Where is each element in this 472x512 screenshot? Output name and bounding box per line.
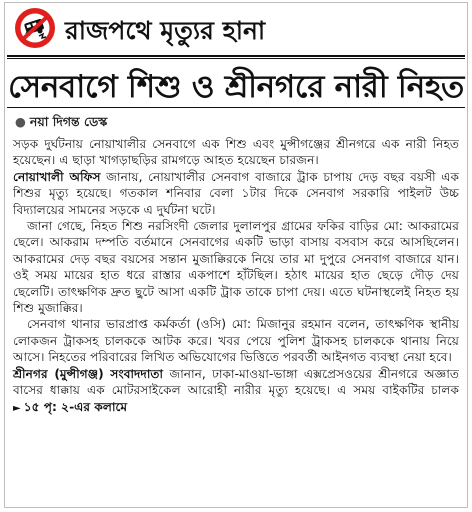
news-clipping: [4, 2, 468, 508]
continuation-text: ১৫ পৃ: ২-এর কলামে: [23, 399, 128, 414]
dateline: শ্রীনগর (মুন্সীগঞ্জ) সংবাদদাতা: [13, 366, 164, 381]
paragraph-text: জানায়, নোয়াখালীর সেনবাগ বাজারে ট্রাক চাপায় দেড় বছর বয়সী এক শিশুর মৃত্যু হয়েছে। গতকাল শনিবার বেলা ১টার দিকে সেনবাগ সরকারি পাইলট উচ্চ বিদ্যালয়ের সামনের সড়কে এ দুর্ঘটনা ঘটে।: [13, 169, 459, 217]
section-header: [5, 3, 467, 53]
bullet-icon: ●: [15, 114, 26, 129]
article-body: [13, 136, 459, 417]
byline: [15, 114, 107, 134]
byline-text: নয়া দিগন্ত ডেস্ক: [29, 114, 108, 129]
header-rule-thin: [7, 58, 465, 59]
headline-rule: [7, 107, 465, 108]
paragraph-text: সড়ক দুর্ঘটনায় নোয়াখালীর সেনবাগে এক শিশু এবং মুন্সীগঞ্জের শ্রীনগরে এক নারী নিহত হয়েছেন। এ ছাড়া খাগড়াছড়ির রামগড়ে আহত হয়েছেন চারজন।: [13, 137, 459, 168]
headline: সেনবাগে শিশু ও শ্রীনগরে নারী নিহত: [8, 69, 464, 105]
paragraph-text: সেনবাগ থানার ভারপ্রাপ্ত কর্মকর্তা (ওসি) মো: মিজানুর রহমান বলেন, তাৎক্ষণিক স্থানীয় লোকজন ট্রাকসহ চালককে আটক করে। খবর পেয়ে পুলিশ ট্রাকসহ চালককে থানায় নিয়ে আসে। নিহতের পরিবারের লিখিত অভিযোগের ভিত্তিতে পরবর্তী আইনগত ব্যবস্থা নেয়া হবে।: [13, 317, 459, 365]
triangle-pointer-icon: ►: [13, 402, 21, 414]
paragraph-text: জানান, ঢাকা-মাওয়া-ভাঙ্গা এক্সপ্রেসওয়ের শ্রীনগরে অজ্ঞাত বাসের ধাক্কায় এক মোটরসাইকেল আরোহী নারীর মৃত্যু হয়েছে। এ সময় বাইকটির চালক: [13, 366, 459, 398]
red-circle-bus-crash-icon: [13, 6, 57, 50]
paragraph: [13, 316, 459, 365]
paragraph: [13, 218, 459, 316]
continuation-note: [13, 400, 127, 414]
paragraph-text: জানা গেছে, নিহত শিশু নরসিংদী জেলার দুলালপুর গ্রামের ফকির বাড়ির মো: আকরামের ছেলে। আকরাম দম্পতি বর্তমানে সেনবাগের একটি ভাড়া বাসায় বসবাস করে আসছিলেন। আকরামের দেড় বছর বয়সের সন্তান মুজাক্কিরকে নিয়ে তার মা দুপুরে সেনবাগ বাজারে যান। ওই সময় মায়ের হাত ধরে রাস্তার একপাশে হাঁটছিল। হঠাৎ মায়ের হাত ছেড়ে দৌড় দেয় ছেলেটি। তাৎক্ষণিক দ্রুত ছুটে আসা একটি ট্রাক তাকে চাপা দেয়। এতে ঘটনাস্থলেই নিহত হয় শিশু মুজাক্কির।: [13, 219, 459, 316]
paragraph: [13, 366, 459, 417]
paragraph: [13, 169, 459, 218]
dateline: নোয়াখালী অফিস: [13, 169, 101, 184]
header-rule: [7, 55, 465, 57]
paragraph: [13, 136, 459, 169]
section-title: রাজপথে মৃত্যুর হানা: [65, 16, 266, 45]
